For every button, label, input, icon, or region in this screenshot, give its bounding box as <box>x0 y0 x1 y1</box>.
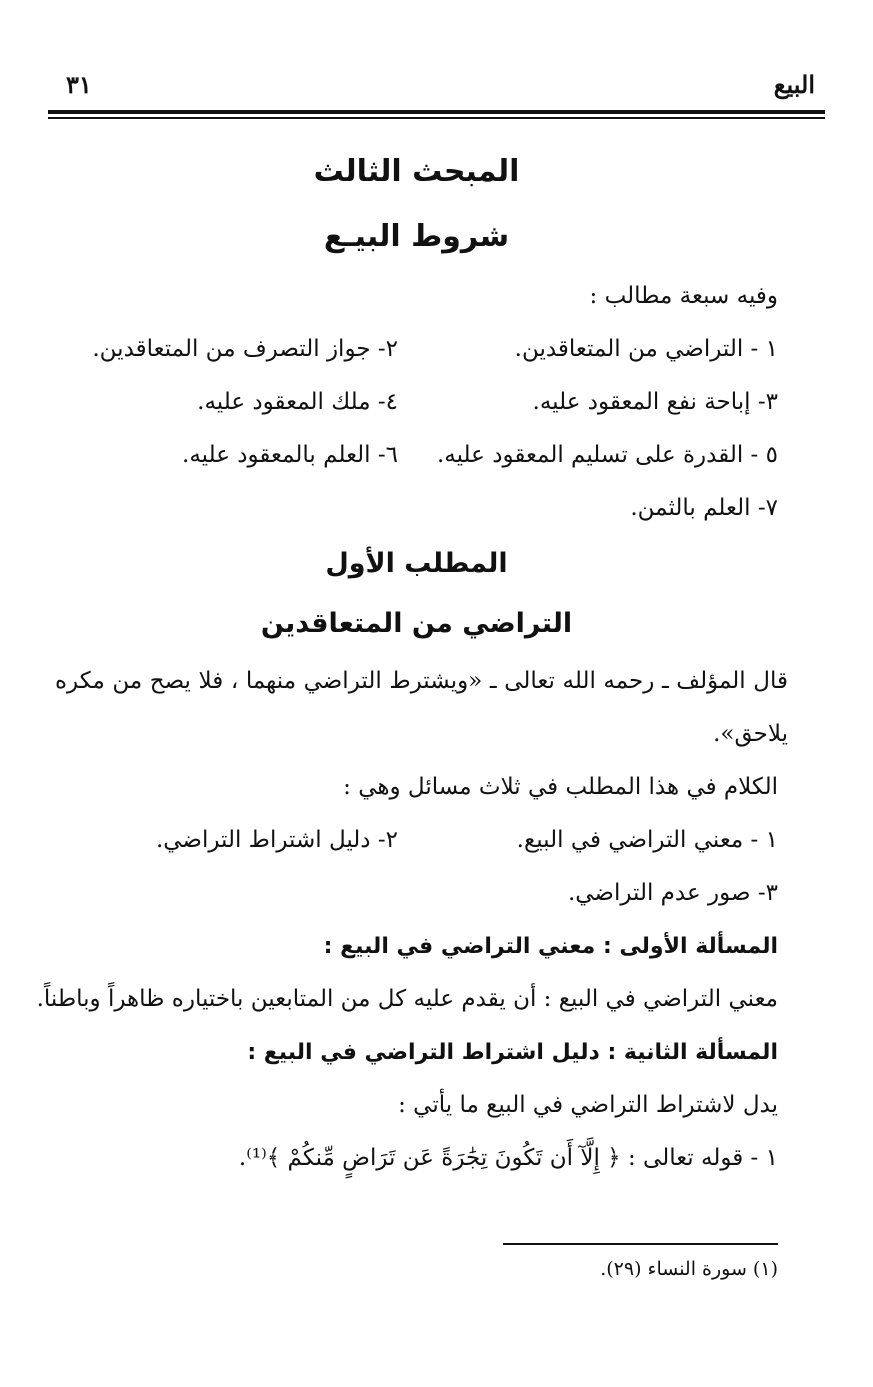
conditions-row <box>55 376 778 429</box>
page-number: ٣١ <box>66 70 92 99</box>
conditions-row <box>55 429 778 482</box>
condition-item: ٤- ملك المعقود عليه. <box>197 389 398 415</box>
matlab-title: المطلب الأول <box>325 548 508 579</box>
issues-row <box>55 814 778 867</box>
condition-item: ٦- العلم بالمعقود عليه. <box>182 442 398 468</box>
conditions-row <box>55 323 778 376</box>
chapter-title: البيع <box>773 70 815 99</box>
issue2-heading: المسألة الثانية : دليل اشتراط التراضي في البيع : <box>247 1040 778 1065</box>
condition-item: ٥ - القدرة على تسليم المعقود عليه. <box>436 442 778 468</box>
condition-item: ٧- العلم بالثمن. <box>630 495 778 521</box>
evidence-verse-line: ١ - قوله تعالى : ﴿ إِلَّآ أَن تَكُونَ تِجَٰرَةً عَن تَرَاضٍ مِّنكُمْ ﴾⁽¹⁾. <box>238 1145 778 1171</box>
issues-row <box>55 867 778 920</box>
quote-paragraph: قال المؤلف ـ رحمه الله تعالى ـ «ويشترط التراضي منهما ، فلا يصح من مكره يلاحق». <box>55 668 788 747</box>
issue-item: ٢- دليل اشتراط التراضي. <box>155 827 398 853</box>
page-body <box>36 140 788 1185</box>
intro-line: وفيه سبعة مطالب : <box>589 283 778 309</box>
section-title: المبحث الثالث <box>313 154 520 189</box>
section-subject-title: شروط البيـع <box>323 219 510 254</box>
condition-item: ١ - التراضي من المتعاقدين. <box>514 336 778 362</box>
header-rule-thin <box>48 117 825 119</box>
issue-item: ٣- صور عدم التراضي. <box>567 880 778 906</box>
issue2-text: يدل لاشتراط التراضي في البيع ما يأتي : <box>398 1092 778 1118</box>
footnote: (١) سورة النساء (٢٩). <box>600 1258 778 1280</box>
matlab-subject-title: التراضي من المتعاقدين <box>260 608 573 639</box>
issues-intro-line: الكلام في هذا المطلب في ثلاث مسائل وهي : <box>343 774 778 800</box>
condition-item: ٢- جواز التصرف من المتعاقدين. <box>92 336 398 362</box>
issue1-heading: المسألة الأولى : معني التراضي في البيع : <box>323 934 778 959</box>
footnote-rule <box>503 1243 778 1245</box>
condition-item: ٣- إباحة نفع المعقود عليه. <box>532 389 778 415</box>
conditions-row <box>55 482 778 535</box>
header-rule-thick <box>48 110 825 114</box>
running-header <box>48 62 825 98</box>
issue1-text: معني التراضي في البيع : أن يقدم عليه كل من المتابعين باختياره ظاهراً وباطناً. <box>36 986 778 1012</box>
issue-item: ١ - معني التراضي في البيع. <box>516 827 778 853</box>
